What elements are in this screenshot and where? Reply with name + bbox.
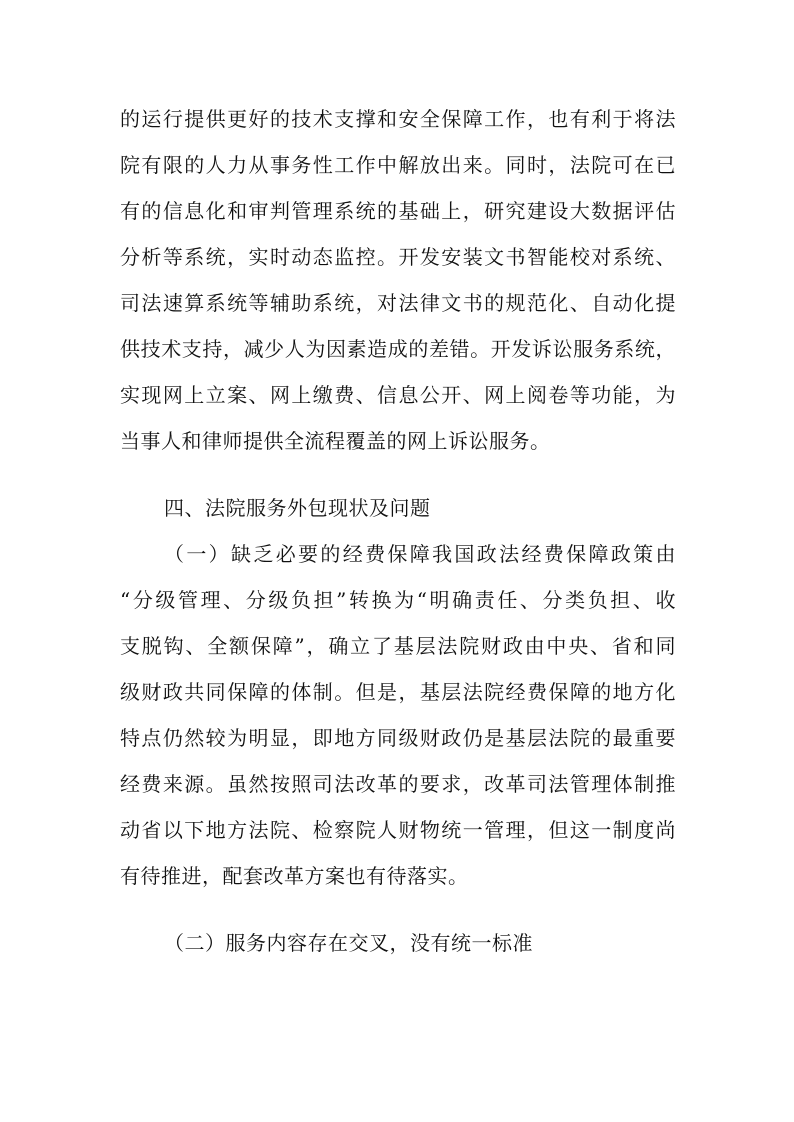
paragraph-line: 当事人和律师提供全流程覆盖的网上诉讼服务。	[120, 429, 551, 453]
paragraph-line: 分析等系统，实时动态监控。开发安装文书智能校对系统、	[120, 245, 676, 269]
paragraph-line: 动省以下地方法院、检察院人财物统一管理，但这一制度尚	[120, 818, 676, 842]
paragraph-line: （一）缺乏必要的经费保障我国政法经费保障政策由	[164, 542, 676, 566]
section-heading: 四、法院服务外包现状及问题	[164, 496, 431, 520]
paragraph-line: 有的信息化和审判管理系统的基础上，研究建设大数据评估	[120, 199, 676, 223]
paragraph-line: 司法速算系统等辅助系统，对法律文书的规范化、自动化提	[120, 291, 676, 315]
paragraph-line: 支脱钩、全额保障”，确立了基层法院财政由中央、省和同	[120, 634, 676, 658]
paragraph-line: 的运行提供更好的技术支撑和安全保障工作，也有利于将法	[120, 107, 676, 131]
paragraph-line: 实现网上立案、网上缴费、信息公开、网上阅卷等功能，为	[120, 383, 676, 407]
subsection-heading: （二）服务内容存在交叉，没有统一标准	[164, 931, 533, 955]
paragraph-line: 有待推进，配套改革方案也有待落实。	[120, 864, 469, 888]
paragraph-line: 经费来源。虽然按照司法改革的要求，改革司法管理体制推	[120, 772, 676, 796]
paragraph-line: 供技术支持，减少人为因素造成的差错。开发诉讼服务系统，	[120, 337, 676, 361]
paragraph-line: 级财政共同保障的体制。但是，基层法院经费保障的地方化	[120, 680, 676, 704]
paragraph-line: 特点仍然较为明显，即地方同级财政仍是基层法院的最重要	[120, 726, 676, 750]
paragraph-line: “分级管理、分级负担”转换为“明确责任、分类负担、收	[120, 588, 676, 612]
paragraph-line: 院有限的人力从事务性工作中解放出来。同时，法院可在已	[120, 153, 676, 177]
